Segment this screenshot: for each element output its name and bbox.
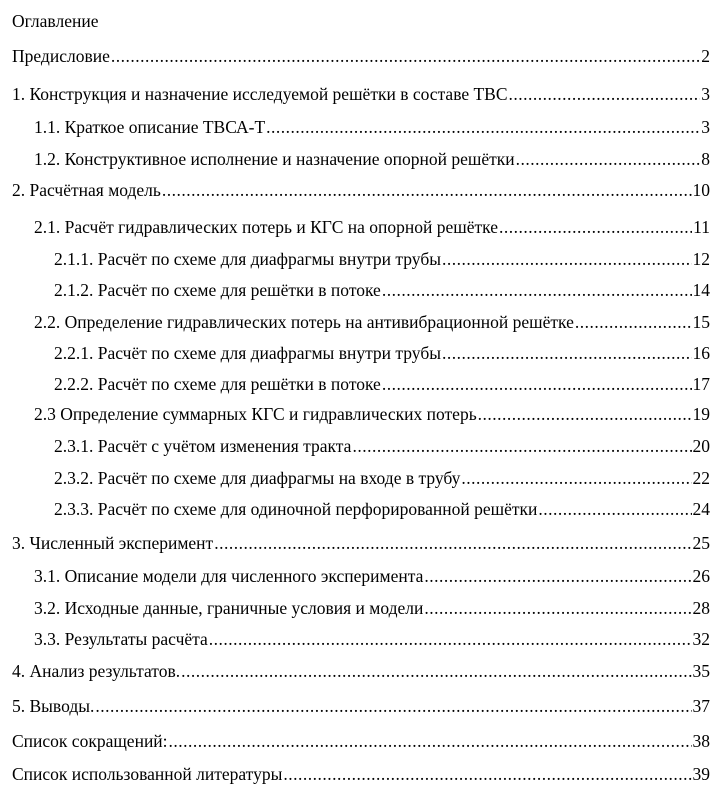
toc-entry[interactable] bbox=[34, 311, 710, 333]
toc-entry-page: 17 bbox=[692, 374, 710, 394]
toc-entry-label: 1. Конструкция и назначение исследуемой решётки в составе ТВС bbox=[12, 84, 508, 104]
toc-entry-label: Список использованной литературы bbox=[12, 764, 283, 784]
dot-leader bbox=[111, 45, 700, 67]
dot-leader bbox=[283, 763, 691, 785]
toc-entry-page: 39 bbox=[692, 764, 710, 784]
toc-entry-label: 2.3.3. Расчёт по схеме для одиночной перфорированной решётки bbox=[54, 499, 538, 519]
toc-entry-label: 2.1.1. Расчёт по схеме для диафрагмы внутри трубы bbox=[54, 249, 441, 269]
toc-entry-page: 24 bbox=[692, 499, 710, 519]
toc-entry-page: 16 bbox=[692, 343, 710, 363]
toc-entry[interactable] bbox=[54, 467, 710, 489]
toc-entry[interactable] bbox=[54, 435, 710, 457]
toc-entry[interactable] bbox=[54, 373, 710, 395]
toc-entry-page: 26 bbox=[692, 566, 710, 586]
toc-entry[interactable] bbox=[54, 279, 710, 301]
toc-entry[interactable] bbox=[12, 730, 710, 752]
dot-leader bbox=[424, 565, 691, 587]
toc-entry-label: 2.2. Определение гидравлических потерь на антивибрационной решётке bbox=[34, 312, 574, 332]
toc-entry-label: 2.1. Расчёт гидравлических потерь и КГС на опорной решётке bbox=[34, 217, 498, 237]
dot-leader bbox=[181, 660, 691, 682]
toc-entry[interactable] bbox=[34, 148, 710, 170]
dot-leader bbox=[169, 730, 692, 752]
toc-entry-page: 35 bbox=[692, 661, 710, 681]
toc-entry-label: 1.1. Краткое описание ТВСА-Т bbox=[34, 117, 266, 137]
dot-leader bbox=[382, 279, 692, 301]
toc-entry-label: 2.2.1. Расчёт по схеме для диафрагмы внутри трубы bbox=[54, 343, 441, 363]
toc-entry[interactable] bbox=[54, 498, 710, 520]
toc-entry[interactable] bbox=[12, 45, 710, 67]
dot-leader bbox=[499, 216, 692, 238]
dot-leader bbox=[461, 467, 691, 489]
toc-entry[interactable] bbox=[54, 248, 710, 270]
dot-leader bbox=[162, 179, 692, 201]
dot-leader bbox=[442, 342, 692, 364]
dot-leader bbox=[209, 628, 692, 650]
toc-entry[interactable] bbox=[12, 695, 710, 717]
toc-entry-label: 3. Численный эксперимент bbox=[12, 533, 214, 553]
toc-entry-label: 2. Расчётная модель bbox=[12, 180, 161, 200]
toc-entry[interactable] bbox=[34, 403, 710, 425]
toc-entry[interactable] bbox=[34, 628, 710, 650]
dot-leader bbox=[516, 148, 701, 170]
toc-entry-page: 14 bbox=[692, 280, 710, 300]
dot-leader bbox=[95, 695, 691, 717]
toc-entry[interactable] bbox=[12, 763, 710, 785]
toc-entry-page: 10 bbox=[692, 180, 710, 200]
toc-entry-label: 3.3. Результаты расчёта bbox=[34, 629, 208, 649]
dot-leader bbox=[509, 83, 701, 105]
toc-entry-page: 12 bbox=[692, 249, 710, 269]
toc-entry[interactable] bbox=[34, 216, 710, 238]
toc-entry-page: 28 bbox=[692, 598, 710, 618]
toc-entry-label: 5. Выводы. bbox=[12, 696, 95, 716]
toc-entry-label: 2.2.2. Расчёт по схеме для решётки в потоке bbox=[54, 374, 381, 394]
dot-leader bbox=[424, 597, 691, 619]
toc-entry[interactable] bbox=[34, 565, 710, 587]
dot-leader bbox=[478, 403, 692, 425]
toc-entry[interactable] bbox=[12, 532, 710, 554]
toc-entry-label: 1.2. Конструктивное исполнение и назначение опорной решётки bbox=[34, 149, 515, 169]
toc-entry-label: 4. Анализ результатов. bbox=[12, 661, 181, 681]
toc-entry-page: 3 bbox=[701, 84, 710, 104]
toc-entry-page: 11 bbox=[693, 217, 710, 237]
toc-entry-page: 38 bbox=[692, 731, 710, 751]
toc-entry-label: Предисловие bbox=[12, 46, 110, 66]
toc-entry-page: 32 bbox=[692, 629, 710, 649]
dot-leader bbox=[214, 532, 691, 554]
toc-entry-page: 25 bbox=[692, 533, 710, 553]
dot-leader bbox=[382, 373, 692, 395]
toc-entry-label: Список сокращений: bbox=[12, 731, 168, 751]
toc-entry-page: 8 bbox=[701, 149, 710, 169]
toc-entry-page: 19 bbox=[692, 404, 710, 424]
toc-entry-page: 15 bbox=[692, 312, 710, 332]
toc-entry[interactable] bbox=[34, 116, 710, 138]
toc-entry-label: 2.3.2. Расчёт по схеме для диафрагмы на входе в трубу bbox=[54, 468, 461, 488]
toc-entry-label: 2.1.2. Расчёт по схеме для решётки в потоке bbox=[54, 280, 381, 300]
toc-entry-page: 20 bbox=[692, 436, 710, 456]
toc-entry-page: 22 bbox=[692, 468, 710, 488]
toc-entry-label: 2.3 Определение суммарных КГС и гидравлических потерь bbox=[34, 404, 477, 424]
toc-entry-label: 3.1. Описание модели для численного эксперимента bbox=[34, 566, 424, 586]
toc-entry-page: 37 bbox=[692, 696, 710, 716]
dot-leader bbox=[266, 116, 700, 138]
toc-entry[interactable] bbox=[12, 660, 710, 682]
dot-leader bbox=[538, 498, 691, 520]
toc-entry-page: 3 bbox=[701, 117, 710, 137]
toc-entry[interactable] bbox=[34, 597, 710, 619]
dot-leader bbox=[352, 435, 691, 457]
toc-entry-page: 2 bbox=[701, 46, 710, 66]
toc-entry[interactable] bbox=[54, 342, 710, 364]
toc-entry[interactable] bbox=[12, 179, 710, 201]
toc-title: Оглавление bbox=[12, 11, 99, 31]
toc-entry[interactable] bbox=[12, 83, 710, 105]
dot-leader bbox=[442, 248, 692, 270]
toc-entry-label: 3.2. Исходные данные, граничные условия и модели bbox=[34, 598, 424, 618]
dot-leader bbox=[575, 311, 692, 333]
toc-entry-label: 2.3.1. Расчёт с учётом изменения тракта bbox=[54, 436, 352, 456]
